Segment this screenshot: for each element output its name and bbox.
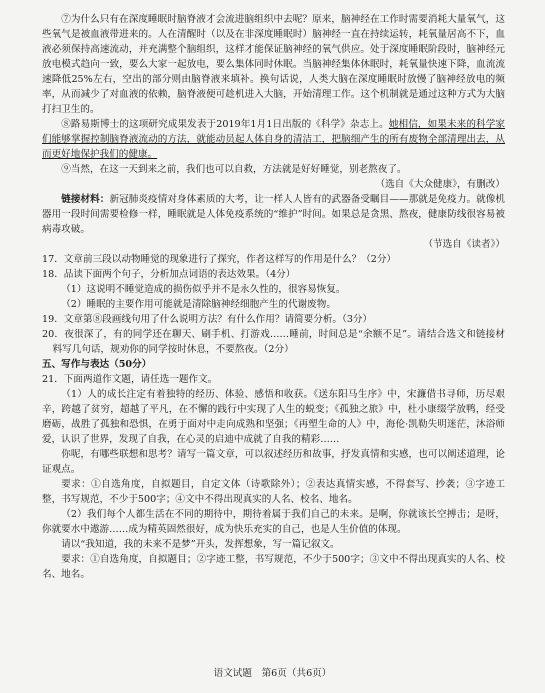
link-material [42, 192, 505, 237]
source-note-1: （选自《大众健康》，有删改） [375, 179, 505, 190]
question-20: 20．夜很深了，有的同学还在聊天、刷手机、打游戏……睡前，时间总是“余额不足”。请结合选文和链接材料写几句话，规劝你的同学按时休息，不要熬夜。（2分） [42, 329, 505, 355]
question-17: 17．文章前三段以动物睡觉的现象进行了探究，作者这样写的作用是什么？（2分） [42, 254, 397, 265]
prompt-2-task: 请以“我知道，我的未来不是梦”开头，发挥想象，写一篇记叙文。 [61, 539, 340, 550]
question-18-item-2: （2）睡眠的主要作用可能就是清除脑神经细胞产生的代谢废物。 [61, 299, 336, 310]
paragraph-7: ⑦为什么只有在深度睡眠时脑脊液才会流进脑组织中去呢？原来，脑神经在工作时需要消耗大量氧气，这些氧气是被血液带进来的。人在清醒时（以及在非深度睡眠时）脑神经一直在持续运转，耗氧量居高不下，血液必须保持高速流动，并充满整个脑组织，这样才能保证脑神经的氧气供应。处于深度睡眠阶段时，脑神经元放电模式趋向一致，要么大家一起放电，要么集体同时休眠。当脑神经集体休眠时，耗氧量快速下降，血流流速降低25%左右，空出的部分则由脑脊液来填补。换句话说，人类大脑在深度睡眠时放慢了脑神经放电的频率，从而减少了对血液的依赖，脑脊液便可趁机进入大脑，开始清理工作。这个机制就是通过这种方式为大脑打扫卫生的。 [42, 14, 505, 115]
link-material-text: 新冠肺炎疫情对身体素质的大考，让一样人人皆有的武器备受瞩目——那就是免疫力。就像机器用一段时间需要检修一样，睡眠就是人体免疫系统的“维护”时间。如果总是贪黑、熬夜，健康防线很容易被病毒攻破。 [42, 194, 506, 235]
link-material-label: 链接材料： [61, 194, 110, 205]
paragraph-8-text: ⑧路易斯博士的这项研究成果发表于2019年1月1日出版的《科学》杂志上。 [61, 119, 389, 130]
question-19: 19．文章第⑧段画线句用了什么说明方法？有什么作用？请简要分析。（3分） [42, 314, 373, 325]
question-18-item-1: （1）这说明不睡觉造成的损伤似乎并不是永久性的，很容易恢复。 [61, 284, 346, 295]
page-footer: 语文试题 第6页（共6页） [213, 668, 332, 679]
prompt-2-requirements: 要求：①自选角度，自拟题目；②字迹工整，书写规范，不少于500字；③文中不得出现真实的人名、校名、地名。 [42, 554, 505, 580]
paragraph-8-underlined-sentence: 她相信，如果未来的科学家们能够掌握控制脑脊液流动的方法，就能动员起人体自身的清洁工，把脑细产生的所有废物全部清理出去，从而更好地保护我们的健康。 [42, 119, 505, 160]
paragraph-8 [42, 117, 505, 162]
question-18: 18．品读下面两个句子，分析加点词语的表达效果。（4分） [42, 269, 296, 280]
prompt-2: （2）我们每个人都生活在不同的期待中，期待着属于我们自己的未来。是啊，你就该长空搏击；是呀，你就要水中遨游……成为精英固然很好，成为快乐充实的自己，也是人生价值的体现。 [42, 509, 505, 535]
section-heading: 五、写作与表达（50分） [42, 359, 152, 370]
prompt-1: （1）人的成长注定有着独特的经历、体验、感悟和收获。《送东阳马生序》中，宋濂借书寻师，历尽艰辛，跨越了贫穷，超越了平凡，在不懈的践行中实现了人生的蜕变；《孤独之旅》中，杜小康缀学放鸭，经受磨砺，战胜了孤独和恐惧，在勇于面对中走向成熟和坚强；《再塑生命的人》中，海伦·凯勒失明迷茫，沐浴师爱，认识了世界，发现了自我，在心灵的启迪中成就了自我的精彩…… [42, 389, 505, 445]
paragraph-9: ⑨当然，在这一天到来之前，我们也可以自救，方法就是好好睡觉，别老熬夜了。 [61, 164, 407, 175]
prompt-1-task: 你呢，有哪些联想和思考？请写一篇文章，可以叙述经历和故事，抒发真情和实感，也可以阐述道理，论证观点。 [42, 449, 505, 475]
question-21: 21．下面两道作文题，请任选一题作文。 [42, 374, 218, 385]
source-note-2: （节选自《读者》） [423, 239, 505, 250]
prompt-1-requirements: 要求：①自选角度，自拟题目，自定文体（诗歌除外）；②表达真情实感，不得套写、抄袭；③字迹工整，书写规范，不少于500字；④文中不得出现真实的人名、校名、地名。 [42, 479, 505, 505]
